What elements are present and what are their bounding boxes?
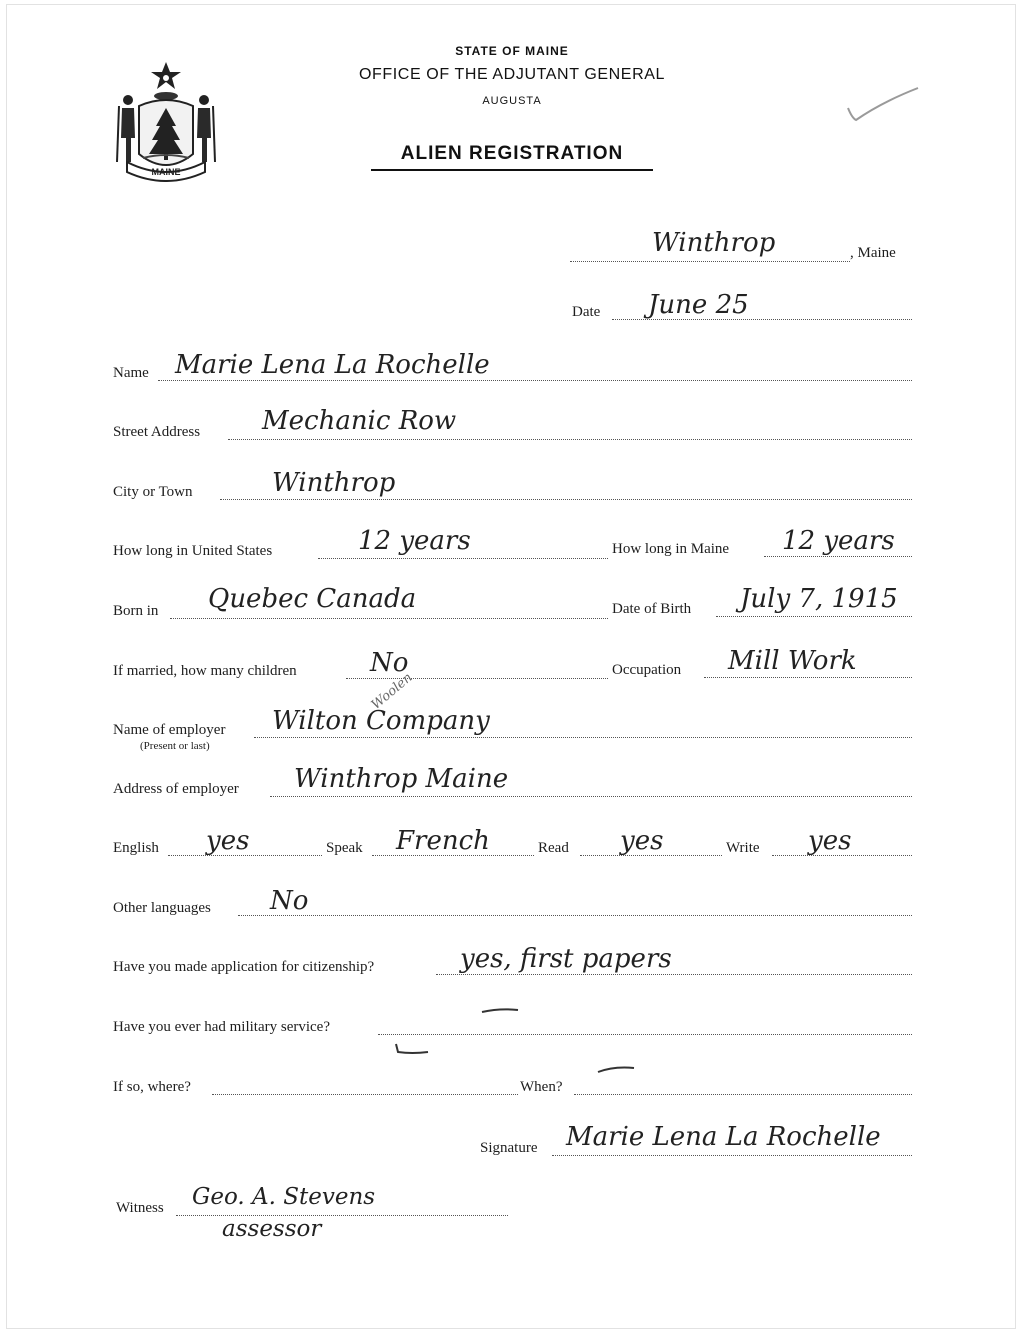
employer-address-line [270, 796, 912, 797]
city-label: City or Town [113, 484, 193, 500]
signature-value: Marie Lena La Rochelle [566, 1122, 881, 1152]
employer-sublabel: (Present or last) [140, 740, 210, 752]
street-line [228, 439, 912, 440]
employer-address-value: Winthrop Maine [294, 764, 509, 794]
write-value: yes [808, 826, 852, 856]
header-state: STATE OF MAINE [455, 44, 569, 58]
born-line [170, 618, 608, 619]
maine-years-value: 12 years [782, 526, 895, 556]
signature-line [552, 1155, 912, 1156]
us-years-value: 12 years [358, 526, 471, 556]
place-line [570, 261, 850, 262]
form-title: ALIEN REGISTRATION [400, 143, 624, 164]
english-label: English [113, 840, 159, 856]
employer-insert: Woolen [368, 670, 416, 713]
employer-value: Wilton Company [272, 706, 490, 736]
check-mark-icon [842, 82, 922, 126]
when-label: When? [520, 1079, 563, 1095]
occupation-line [704, 677, 912, 678]
city-line [220, 499, 912, 500]
speak-label: Speak [326, 840, 363, 856]
us-years-label: How long in United States [113, 543, 273, 559]
seal-text: MAINE [151, 167, 181, 177]
header-office: OFFICE OF THE ADJUTANT GENERAL [358, 66, 666, 83]
where-label: If so, where? [113, 1079, 191, 1095]
pen-stroke-mark [480, 1004, 520, 1016]
maine-years-label: How long in Maine [612, 541, 730, 557]
name-line [158, 380, 912, 381]
english-value: yes [206, 826, 250, 856]
street-value: Mechanic Row [262, 406, 457, 436]
citizenship-label: Have you made application for citizenship? [113, 959, 375, 975]
employer-label: Name of employer [113, 722, 226, 738]
other-languages-line [238, 915, 912, 916]
when-line [574, 1094, 912, 1095]
name-value: Marie Lena La Rochelle [175, 350, 490, 380]
read-label: Read [538, 840, 569, 856]
witness-label: Witness [116, 1200, 164, 1216]
us-years-line [318, 558, 608, 559]
where-line [212, 1094, 518, 1095]
speak-value: French [396, 826, 490, 856]
employer-address-label: Address of employer [113, 781, 239, 797]
children-line [346, 678, 608, 679]
place-value: Winthrop [652, 228, 776, 258]
city-value: Winthrop [272, 468, 396, 498]
dob-value: July 7, 1915 [740, 584, 898, 614]
military-label: Have you ever had military service? [113, 1019, 330, 1035]
born-value: Quebec Canada [208, 584, 417, 614]
signature-label: Signature [480, 1140, 538, 1156]
write-label: Write [726, 840, 760, 856]
place-label: , Maine [850, 245, 896, 261]
date-label: Date [572, 304, 601, 320]
children-value: No [370, 648, 409, 678]
other-languages-value: No [270, 886, 309, 916]
citizenship-line [436, 974, 912, 975]
name-label: Name [113, 365, 149, 381]
witness-title: assessor [222, 1216, 322, 1242]
read-value: yes [620, 826, 664, 856]
occupation-label: Occupation [612, 662, 682, 678]
street-label: Street Address [113, 424, 201, 440]
children-label: If married, how many children [113, 663, 297, 679]
witness-value: Geo. A. Stevens [192, 1184, 376, 1210]
dob-line [716, 616, 912, 617]
employer-line [254, 737, 912, 738]
citizenship-value: yes, first papers [460, 944, 672, 974]
dob-label: Date of Birth [612, 601, 692, 617]
title-underline [371, 169, 653, 171]
date-value: June 25 [648, 290, 749, 320]
born-label: Born in [113, 603, 159, 619]
header-city: AUGUSTA [482, 95, 542, 107]
pen-stroke-mark [392, 1042, 432, 1062]
maine-years-line [764, 556, 912, 557]
other-languages-label: Other languages [113, 900, 211, 916]
military-line [378, 1034, 912, 1035]
pen-stroke-mark [596, 1062, 636, 1076]
occupation-value: Mill Work [728, 646, 857, 676]
